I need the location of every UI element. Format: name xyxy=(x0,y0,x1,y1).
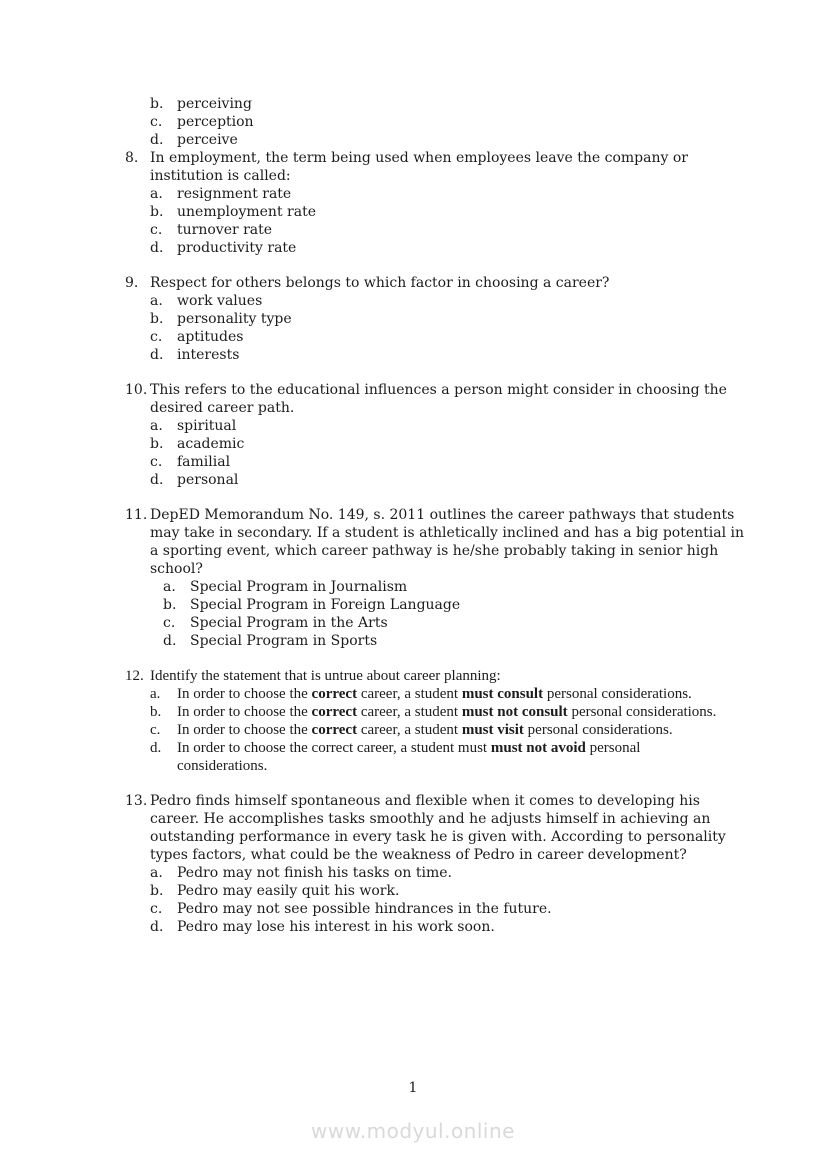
text-run: aptitudes xyxy=(177,329,244,345)
question-stem xyxy=(150,274,750,292)
text-run: Pedro may easily quit his work. xyxy=(177,883,400,899)
option-letter: c. xyxy=(150,722,161,738)
answer-option xyxy=(150,417,750,435)
answer-option xyxy=(150,346,750,364)
option-text xyxy=(177,95,252,113)
option-letter: b. xyxy=(150,311,164,327)
text-run: work values xyxy=(177,293,263,309)
question-number: 12. xyxy=(125,668,144,684)
answer-option xyxy=(150,882,750,900)
question-block xyxy=(125,792,750,936)
text-run: In employment, the term being used when employees leave the company or institution is called: xyxy=(150,150,688,184)
option-letter: c. xyxy=(150,329,163,345)
question-stem xyxy=(150,792,750,864)
answer-option xyxy=(150,95,750,113)
options-list xyxy=(150,864,750,936)
text-run: Pedro may not see possible hindrances in the future. xyxy=(177,901,552,917)
options-list xyxy=(150,185,750,257)
text-run: In order to choose the xyxy=(177,722,312,738)
text-run: unemployment rate xyxy=(177,204,316,220)
text-run: personal considerations. xyxy=(567,704,717,720)
option-letter: b. xyxy=(150,883,164,899)
text-run: personal considerations. xyxy=(177,740,641,774)
option-letter: b. xyxy=(150,436,164,452)
option-text xyxy=(177,131,238,149)
option-letter: a. xyxy=(150,186,163,202)
text-run: In order to choose the xyxy=(177,704,312,720)
text-run: personal considerations. xyxy=(543,686,692,702)
question-stem xyxy=(150,149,750,185)
options-list xyxy=(150,95,750,149)
text-run: career, a student xyxy=(357,722,462,738)
text-run: Identify the statement that is untrue about career planning: xyxy=(150,668,501,684)
text-run: This refers to the educational influences a person might consider in choosing the desired career path. xyxy=(150,382,727,416)
option-letter: a. xyxy=(150,418,163,434)
answer-option xyxy=(163,578,750,596)
option-text xyxy=(177,739,717,775)
answer-option xyxy=(150,310,750,328)
watermark-text: www.modyul.online xyxy=(311,1119,515,1143)
answer-option xyxy=(150,453,750,471)
option-letter: d. xyxy=(150,740,162,756)
text-run: resignment rate xyxy=(177,186,292,202)
answer-option xyxy=(150,721,750,739)
option-letter: d. xyxy=(150,132,164,148)
text-run: Special Program in Journalism xyxy=(190,579,408,595)
question-number: 9. xyxy=(125,275,139,291)
text-run: In order to choose the correct career, a student must xyxy=(177,740,491,756)
option-letter: d. xyxy=(163,633,177,649)
bold-text-run: must not consult xyxy=(461,704,568,720)
option-letter: c. xyxy=(150,114,163,130)
answer-option xyxy=(150,292,750,310)
option-text xyxy=(177,703,716,721)
answer-option xyxy=(163,614,750,632)
option-letter: d. xyxy=(150,240,164,256)
answer-option xyxy=(150,203,750,221)
text-run: Special Program in Sports xyxy=(190,633,378,649)
quiz-content xyxy=(125,95,750,936)
question-number: 13. xyxy=(125,793,148,809)
option-text xyxy=(177,113,254,131)
options-list xyxy=(163,578,750,650)
question-number: 11. xyxy=(125,507,148,523)
option-text xyxy=(177,310,292,328)
text-run: In order to choose the xyxy=(177,686,312,702)
option-text xyxy=(177,328,244,346)
question-stem xyxy=(150,667,750,685)
question-block xyxy=(125,381,750,489)
option-letter: c. xyxy=(150,454,163,470)
option-text xyxy=(177,435,244,453)
question-block xyxy=(125,149,750,257)
option-text xyxy=(177,417,236,435)
bold-text-run: correct xyxy=(311,686,358,702)
bold-text-run: correct xyxy=(311,704,358,720)
option-letter: a. xyxy=(150,293,163,309)
answer-option xyxy=(150,435,750,453)
text-run: personal xyxy=(177,472,239,488)
option-text xyxy=(177,900,552,918)
option-text xyxy=(177,685,692,703)
option-letter: a. xyxy=(150,686,161,702)
option-text xyxy=(177,864,452,882)
option-text xyxy=(177,221,272,239)
question-stem xyxy=(150,381,750,417)
answer-option xyxy=(150,918,750,936)
answer-option xyxy=(150,685,750,703)
option-text xyxy=(177,471,238,489)
bold-text-run: must consult xyxy=(461,686,544,702)
answer-option xyxy=(150,185,750,203)
text-run: academic xyxy=(177,436,245,452)
option-letter: d. xyxy=(150,347,164,363)
question-block xyxy=(125,95,750,149)
option-letter: b. xyxy=(150,204,164,220)
bold-text-run: must visit xyxy=(461,722,524,738)
text-run: spiritual xyxy=(177,418,237,434)
option-text xyxy=(177,185,291,203)
text-run: perception xyxy=(177,114,254,130)
bold-text-run: correct xyxy=(311,722,358,738)
options-list xyxy=(150,685,750,775)
text-run: Pedro finds himself spontaneous and flexible when it comes to developing his career. He accomplishes tasks smoothly and he adjusts himself in achieving an outstanding performance in every task he is given with. According to personality types factors, what could be the weakness of Pedro in career development? xyxy=(150,793,726,863)
answer-option xyxy=(150,328,750,346)
option-text xyxy=(177,453,230,471)
option-text xyxy=(177,239,296,257)
option-text xyxy=(177,346,239,364)
option-text xyxy=(177,882,399,900)
answer-option xyxy=(150,113,750,131)
option-text xyxy=(177,292,262,310)
option-text xyxy=(190,596,460,614)
question-stem xyxy=(150,506,750,578)
option-letter: d. xyxy=(150,472,164,488)
option-letter: b. xyxy=(150,96,164,112)
answer-option xyxy=(150,864,750,882)
question-block xyxy=(125,667,750,775)
text-run: personality type xyxy=(177,311,292,327)
text-run: perceive xyxy=(177,132,238,148)
option-letter: a. xyxy=(150,865,163,881)
option-text xyxy=(177,918,495,936)
option-letter: c. xyxy=(150,222,163,238)
text-run: Respect for others belongs to which factor in choosing a career? xyxy=(150,275,610,291)
text-run: Special Program in Foreign Language xyxy=(190,597,461,613)
text-run: turnover rate xyxy=(177,222,273,238)
question-block xyxy=(125,274,750,364)
option-letter: c. xyxy=(163,615,176,631)
option-text xyxy=(177,721,673,739)
option-letter: b. xyxy=(150,704,162,720)
text-run: interests xyxy=(177,347,240,363)
option-text xyxy=(190,614,388,632)
text-run: Pedro may lose his interest in his work soon. xyxy=(177,919,495,935)
question-number: 10. xyxy=(125,382,148,398)
option-letter: b. xyxy=(163,597,177,613)
option-text xyxy=(177,203,316,221)
text-run: career, a student xyxy=(357,686,462,702)
options-list xyxy=(150,292,750,364)
page-number: 1 xyxy=(408,1080,418,1096)
text-run: career, a student xyxy=(357,704,462,720)
question-block xyxy=(125,506,750,650)
option-text xyxy=(190,578,407,596)
option-letter: c. xyxy=(150,901,163,917)
option-letter: a. xyxy=(163,579,176,595)
answer-option xyxy=(163,632,750,650)
text-run: Special Program in the Arts xyxy=(190,615,388,631)
options-list xyxy=(150,417,750,489)
answer-option xyxy=(150,131,750,149)
text-run: perceiving xyxy=(177,96,252,112)
answer-option xyxy=(150,239,750,257)
text-run: DepED Memorandum No. 149, s. 2011 outlines the career pathways that students may take in secondary. If a student is athletically inclined and has a big potential in a sporting event, which career pathway is he/she probably taking in senior high school? xyxy=(150,507,745,577)
answer-option xyxy=(150,703,750,721)
answer-option xyxy=(150,471,750,489)
text-run: Pedro may not finish his tasks on time. xyxy=(177,865,453,881)
bold-text-run: must not avoid xyxy=(490,740,586,756)
answer-option xyxy=(150,221,750,239)
option-letter: d. xyxy=(150,919,164,935)
question-number: 8. xyxy=(125,150,139,166)
answer-option xyxy=(150,739,750,775)
option-text xyxy=(190,632,377,650)
text-run: personal considerations. xyxy=(523,722,673,738)
answer-option xyxy=(150,900,750,918)
answer-option xyxy=(163,596,750,614)
text-run: familial xyxy=(177,454,231,470)
text-run: productivity rate xyxy=(177,240,297,256)
